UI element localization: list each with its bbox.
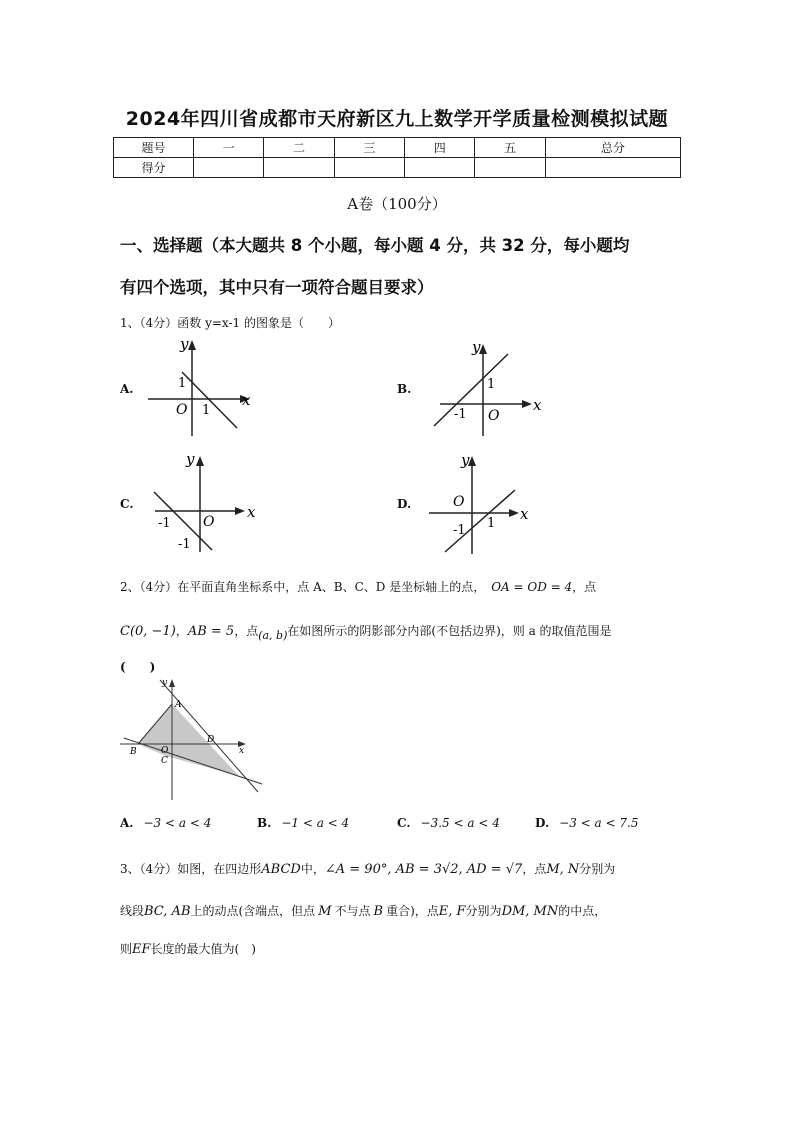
y-intercept-label: -1 [453, 523, 466, 538]
q1-option-d-graph[interactable] [425, 450, 545, 555]
q2-math-ab: AB = 5 [187, 624, 235, 639]
shaded-region [138, 704, 239, 776]
q3-math: BC, AB [144, 904, 191, 919]
q3-math: EF [132, 942, 151, 957]
q3-text: 重合)，点 [386, 904, 439, 918]
q2-figure[interactable] [118, 676, 268, 804]
origin-label: O [176, 402, 188, 418]
x-axis-label: x [247, 503, 256, 521]
y-axis-label: y [186, 450, 195, 468]
score-header-cell: 总分 [545, 138, 680, 158]
x-intercept-label: 1 [487, 516, 496, 531]
q3-text: 的中点， [558, 904, 607, 918]
q1-option-d-label[interactable]: D. [397, 497, 412, 511]
q2-stem-text: ，点 [234, 624, 259, 638]
option-letter: C. [397, 816, 411, 830]
x-intercept-label: -1 [158, 516, 171, 531]
q2-option-d[interactable] [535, 816, 638, 830]
q3-math: E, F [438, 904, 466, 919]
x-axis-arrow-icon [509, 509, 519, 517]
y-axis-arrow-icon [188, 340, 196, 350]
label-c: C [161, 756, 168, 766]
exam-title: 2024年四川省成都市天府新区九上数学开学质量检测模拟试题 [125, 108, 669, 130]
q2-math-point-c: C(0, −1) [120, 624, 176, 639]
q1-option-a-label[interactable]: A. [120, 382, 134, 396]
score-cell[interactable] [264, 158, 334, 178]
score-table-header-row [114, 138, 681, 158]
function-line [182, 372, 237, 428]
option-letter: D. [535, 816, 550, 830]
q1-option-a-graph[interactable] [140, 336, 260, 436]
q2-stem-text: ， [175, 624, 188, 638]
score-cell[interactable] [334, 158, 404, 178]
option-letter: A. [120, 816, 134, 830]
q3-math: M, N [546, 862, 580, 877]
origin-label: O [203, 514, 215, 530]
label-y: y [162, 678, 168, 688]
x-axis-label: x [520, 505, 529, 523]
section-heading-line1: 一、选择题（本大题共 8 个小题，每小题 4 分，共 32 分，每小题均 [120, 236, 630, 255]
y-axis-label: y [180, 336, 189, 353]
q2-stem-line1 [120, 578, 680, 595]
q1-option-b-graph[interactable] [430, 336, 550, 436]
q2-stem-text: 在如图所示的阴影部分内部(不包括边界)，则 a 的取值范围是 [287, 624, 612, 638]
x-intercept-label: -1 [454, 407, 467, 422]
score-table [113, 137, 681, 178]
q3-math: B [373, 904, 384, 919]
score-row-label: 得分 [114, 158, 194, 178]
q3-math: M [318, 904, 332, 919]
option-letter: B. [257, 816, 272, 830]
label-o: O [161, 746, 169, 756]
section-heading-line2: 有四个选项，其中只有一项符合题目要求） [120, 278, 434, 297]
q3-text: 分别为 [465, 904, 502, 918]
option-text: −3 < a < 4 [143, 816, 212, 830]
origin-label: O [488, 408, 500, 424]
score-cell[interactable] [475, 158, 545, 178]
q3-text: 则 [120, 942, 133, 956]
q3-stem-line1 [120, 860, 615, 877]
x-axis-arrow-icon [522, 400, 532, 408]
q2-math-oa-od: OA = OD = 4 [491, 580, 573, 594]
q2-math-point-ab: (a, b) [258, 629, 288, 642]
score-table-row [114, 158, 681, 178]
x-intercept-label: 1 [202, 403, 211, 418]
score-header-cell: 二 [264, 138, 334, 158]
q1-stem: 1、（4分）函数 y=x-1 的图象是（ ） [120, 316, 340, 330]
q3-text: 分别为 [579, 862, 616, 876]
q1-option-c-label[interactable]: C. [120, 497, 134, 511]
q1-option-c-graph[interactable] [150, 450, 270, 555]
y-axis-arrow-icon [169, 679, 175, 687]
score-cell[interactable] [194, 158, 264, 178]
score-header-cell: 一 [194, 138, 264, 158]
q3-text: 线段 [120, 904, 145, 918]
label-x: x [239, 746, 245, 756]
x-axis-label: x [533, 396, 542, 414]
y-axis-label: y [461, 451, 470, 469]
q3-math: DM, MN [501, 904, 559, 919]
q3-text: 长度的最大值为( ) [150, 942, 256, 956]
x-axis-label: x [242, 391, 251, 409]
q3-text: ，点 [522, 862, 547, 876]
y-intercept-label: -1 [178, 537, 191, 552]
paper-part-heading: A卷（100分） [347, 195, 447, 213]
q2-stem-line2 [120, 622, 612, 642]
q2-option-c[interactable] [397, 816, 500, 830]
option-text: −1 < a < 4 [281, 816, 350, 830]
q3-math: ABCD [261, 862, 301, 877]
label-b: B [130, 747, 137, 757]
y-axis-label: y [472, 338, 481, 356]
option-text: −3.5 < a < 4 [420, 816, 500, 830]
label-d: D [207, 735, 215, 745]
q3-text: 3、（4分）如图，在四边形 [120, 862, 262, 876]
q3-math: ∠A = 90°, AB = 3√2, AD = √7 [324, 862, 523, 877]
score-header-cell: 五 [475, 138, 545, 158]
y-intercept-label: 1 [178, 376, 187, 391]
q3-stem-line2 [120, 902, 606, 919]
origin-label: O [453, 494, 465, 510]
q2-answer-paren: ( ) [120, 660, 156, 674]
label-a: A [175, 700, 182, 710]
y-intercept-label: 1 [487, 377, 496, 392]
q3-stem-line3 [120, 940, 256, 957]
score-header-cell: 三 [334, 138, 404, 158]
q3-text: 上的动点(含端点，但点 [190, 904, 316, 918]
score-cell[interactable] [405, 158, 475, 178]
q2-stem-text: ，点 [572, 580, 597, 594]
q2-stem-text: 2、（4分）在平面直角坐标系中，点 A、B、C、D 是坐标轴上的点， [120, 580, 486, 594]
q2-option-a[interactable] [120, 816, 211, 830]
q3-text: 中， [300, 862, 325, 876]
score-header-cell: 四 [405, 138, 475, 158]
y-axis-arrow-icon [196, 456, 204, 466]
q3-text: 不与点 [334, 904, 371, 918]
option-text: −3 < a < 7.5 [559, 816, 639, 830]
q2-option-b[interactable] [257, 816, 349, 830]
q1-option-b-label[interactable]: B. [397, 382, 412, 396]
score-cell[interactable] [545, 158, 680, 178]
x-axis-arrow-icon [235, 507, 245, 515]
score-header-cell: 题号 [114, 138, 194, 158]
